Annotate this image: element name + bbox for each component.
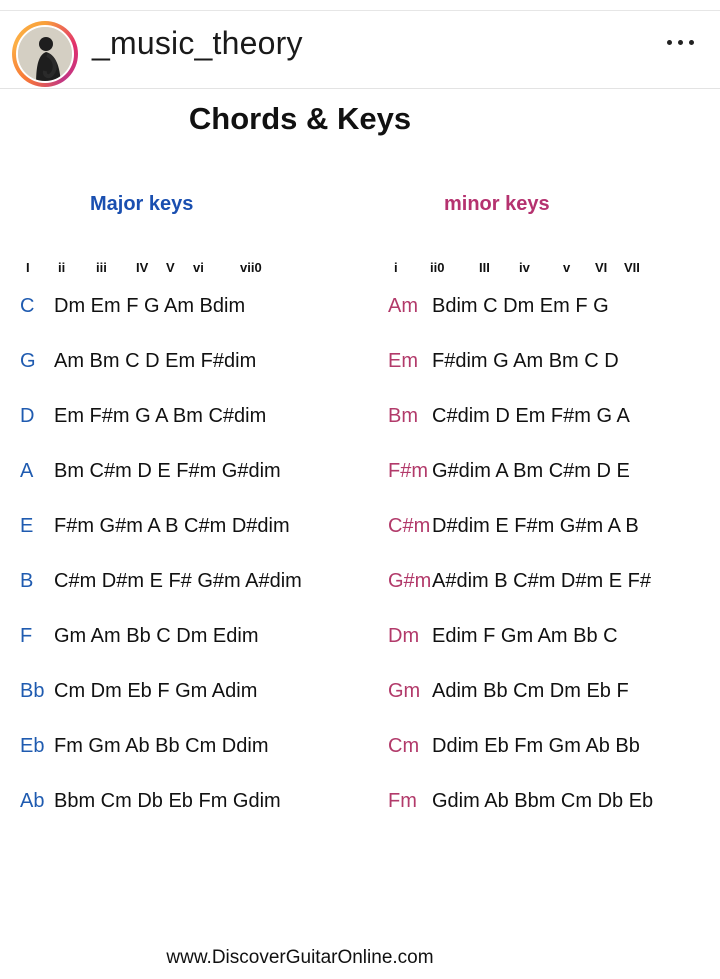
major-degree: V <box>166 260 175 275</box>
chord-row: Am Bm C D Em F#dim <box>54 350 257 372</box>
avatar[interactable] <box>16 25 74 83</box>
source-url: www.DiscoverGuitarOnline.com <box>166 947 434 968</box>
saxophone-player-icon <box>18 27 74 83</box>
major-degree: vii0 <box>240 260 262 275</box>
chord-row: Bdim C Dm Em F G <box>432 295 609 317</box>
minor-degree: ii0 <box>430 260 445 275</box>
key-name: Cm <box>388 735 420 757</box>
key-name: B <box>20 570 34 592</box>
key-name: Gm <box>388 680 421 702</box>
chord-row: Edim F Gm Am Bb C <box>432 625 618 647</box>
key-name: Ab <box>20 790 45 812</box>
major-degree: vi <box>193 260 204 275</box>
chord-row: Cm Dm Eb F Gm Adim <box>54 680 258 702</box>
minor-degree: III <box>479 260 490 275</box>
chord-row: Bm C#m D E F#m G#dim <box>54 460 281 482</box>
major-keys-title: Major keys <box>90 193 194 215</box>
key-name: Dm <box>388 625 420 647</box>
major-degree: IV <box>136 260 149 275</box>
key-name: Em <box>388 350 418 372</box>
chord-row: Em F#m G A Bm C#dim <box>54 405 267 427</box>
chord-row: Gdim Ab Bbm Cm Db Eb <box>432 790 654 812</box>
chord-row: Dm Em F G Am Bdim <box>54 295 246 317</box>
post-title: Chords & Keys <box>188 101 412 136</box>
key-name: E <box>20 515 34 537</box>
key-name: A <box>20 460 34 482</box>
minor-keys-title: minor keys <box>444 193 550 215</box>
minor-degree: v <box>563 260 571 275</box>
chord-row: Bbm Cm Db Eb Fm Gdim <box>54 790 281 812</box>
chord-row: F#m G#m A B C#m D#dim <box>54 515 290 537</box>
key-name: Bm <box>388 405 418 427</box>
key-name: C#m <box>388 515 431 537</box>
chord-row: Ddim Eb Fm Gm Ab Bb <box>432 735 640 757</box>
chord-row: F#dim G Am Bm C D <box>432 350 619 372</box>
chord-row: A#dim B C#m D#m E F# <box>432 570 651 592</box>
avatar-ring[interactable] <box>12 21 78 87</box>
chord-row: Fm Gm Ab Bb Cm Ddim <box>54 735 269 757</box>
key-name: Eb <box>20 735 45 757</box>
chord-row: C#dim D Em F#m G A <box>432 405 630 427</box>
minor-degree: VI <box>595 260 608 275</box>
key-name: G#m <box>388 570 432 592</box>
chord-row: D#dim E F#m G#m A B <box>432 515 639 537</box>
key-name: Bb <box>20 680 45 702</box>
major-degree: I <box>26 260 30 275</box>
key-name: F <box>20 625 33 647</box>
post-header <box>0 11 720 88</box>
username[interactable]: _music_theory <box>92 25 303 61</box>
key-name: Am <box>388 295 418 317</box>
key-name: Fm <box>388 790 417 812</box>
post-image <box>0 89 720 979</box>
major-degree: ii <box>58 260 66 275</box>
key-name: F#m <box>388 460 428 482</box>
key-name: D <box>20 405 35 427</box>
minor-degree: iv <box>519 260 530 275</box>
minor-degree: i <box>394 260 398 275</box>
key-name: G <box>20 350 36 372</box>
major-degree: iii <box>96 260 107 275</box>
key-name: C <box>20 295 35 317</box>
minor-degree: VII <box>624 260 640 275</box>
chord-row: Adim Bb Cm Dm Eb F <box>432 680 629 702</box>
chord-row: Gm Am Bb C Dm Edim <box>54 625 259 647</box>
more-options-icon[interactable] <box>660 29 704 55</box>
chord-row: G#dim A Bm C#m D E <box>432 460 630 482</box>
chord-row: C#m D#m E F# G#m A#dim <box>54 570 302 592</box>
